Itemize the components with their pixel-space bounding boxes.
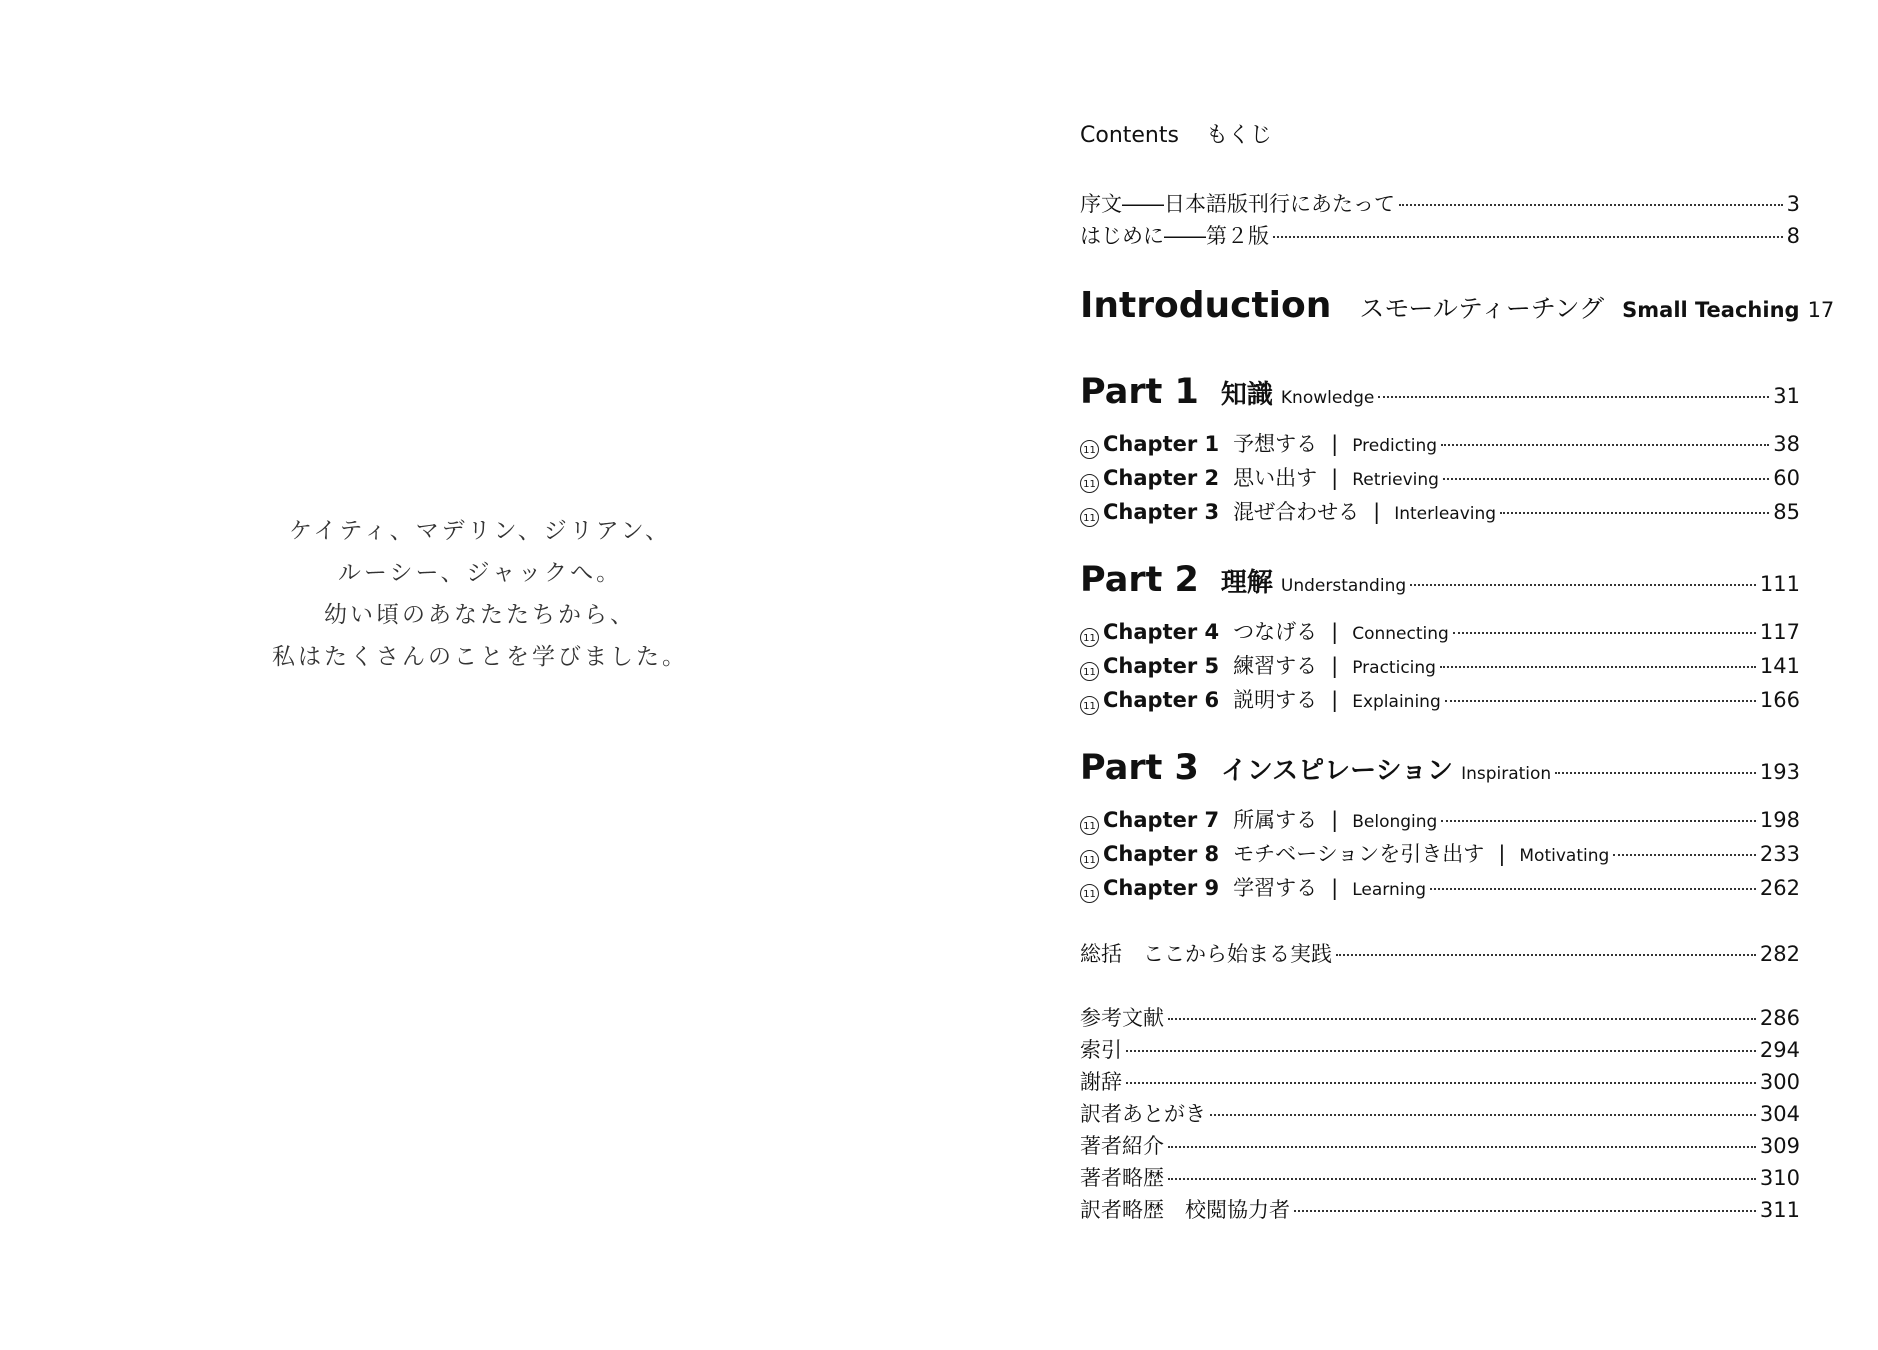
part-number: Part 1 bbox=[1080, 372, 1199, 412]
chapter-separator: | bbox=[1373, 500, 1381, 524]
toc-page-number: 304 bbox=[1759, 1102, 1800, 1126]
toc-entry-label: 総括 ここから始まる実践 bbox=[1080, 942, 1332, 966]
chapter-title-en: Learning bbox=[1352, 880, 1427, 900]
chapter-number: Chapter 7 bbox=[1103, 808, 1220, 832]
dedication-line: 幼い頃のあなたたちから、 bbox=[324, 602, 636, 628]
circled-number-icon: 11 bbox=[1080, 508, 1099, 527]
toc-page-number: 117 bbox=[1759, 620, 1800, 644]
toc-entry-chapter-9[interactable] bbox=[1080, 872, 1800, 902]
toc-entry-index[interactable] bbox=[1080, 1034, 1800, 1064]
toc-entry-author-bio[interactable] bbox=[1080, 1162, 1800, 1192]
dedication-line: 私はたくさんのことを学びました。 bbox=[272, 644, 688, 670]
chapter-separator: | bbox=[1331, 620, 1339, 644]
toc-entry-part-3[interactable] bbox=[1080, 748, 1800, 788]
table-of-contents bbox=[1080, 0, 1835, 1350]
toc-page-number: 294 bbox=[1759, 1038, 1800, 1062]
toc-entry-chapter-5[interactable] bbox=[1080, 650, 1800, 680]
toc-entry-label: 著者略歴 bbox=[1080, 1166, 1164, 1190]
chapter-separator: | bbox=[1331, 466, 1339, 490]
part-title-jp: インスピレーション bbox=[1220, 756, 1454, 786]
part-title-en: Understanding bbox=[1280, 576, 1407, 596]
dot-leader bbox=[1410, 584, 1756, 586]
dedication-line: ルーシー、ジャックへ。 bbox=[337, 560, 623, 586]
dot-leader bbox=[1294, 1210, 1756, 1212]
chapter-title-en: Connecting bbox=[1352, 624, 1449, 644]
circled-number-icon: 11 bbox=[1080, 696, 1099, 715]
dot-leader bbox=[1443, 478, 1769, 480]
dot-leader bbox=[1126, 1050, 1756, 1052]
chapter-separator: | bbox=[1498, 842, 1506, 866]
chapter-title-jp: 練習する bbox=[1233, 654, 1318, 678]
chapter-title-en: Explaining bbox=[1352, 692, 1441, 712]
chapter-number: Chapter 6 bbox=[1103, 688, 1220, 712]
dot-leader bbox=[1336, 954, 1756, 956]
chapter-separator: | bbox=[1331, 876, 1339, 900]
toc-page-number: 141 bbox=[1759, 654, 1800, 678]
toc-page-number: 3 bbox=[1786, 192, 1800, 216]
dot-leader bbox=[1273, 236, 1783, 238]
dot-leader bbox=[1555, 772, 1756, 774]
chapter-number: Chapter 2 bbox=[1103, 466, 1220, 490]
circled-number-icon: 11 bbox=[1080, 628, 1099, 647]
chapter-title-en: Predicting bbox=[1352, 436, 1438, 456]
part-title-jp: 理解 bbox=[1220, 568, 1273, 598]
dot-leader bbox=[1210, 1114, 1756, 1116]
dot-leader bbox=[1613, 854, 1756, 856]
chapter-number: Chapter 8 bbox=[1103, 842, 1220, 866]
dot-leader bbox=[1168, 1178, 1756, 1180]
chapter-title-jp: 説明する bbox=[1233, 688, 1318, 712]
dot-leader bbox=[1399, 204, 1783, 206]
toc-entry-part-2[interactable] bbox=[1080, 560, 1800, 600]
toc-page-number: 300 bbox=[1759, 1070, 1800, 1094]
circled-number-icon: 11 bbox=[1080, 884, 1099, 903]
toc-entry-label: 著者紹介 bbox=[1080, 1134, 1164, 1158]
toc-page-number: 85 bbox=[1773, 500, 1800, 524]
introduction-subtitle: Small Teaching bbox=[1622, 298, 1800, 322]
dot-leader bbox=[1453, 632, 1756, 634]
toc-entry-part-1[interactable] bbox=[1080, 372, 1800, 412]
toc-entry-foreword[interactable] bbox=[1080, 220, 1800, 250]
dot-leader bbox=[1500, 512, 1769, 514]
chapter-number: Chapter 1 bbox=[1103, 432, 1220, 456]
chapter-title-jp: モチベーションを引き出す bbox=[1233, 842, 1485, 866]
circled-number-icon: 11 bbox=[1080, 662, 1099, 681]
toc-entry-chapter-3[interactable] bbox=[1080, 496, 1800, 526]
toc-page-number: 166 bbox=[1759, 688, 1800, 712]
toc-entry-chapter-6[interactable] bbox=[1080, 684, 1800, 714]
toc-page-number: 17 bbox=[1807, 298, 1835, 322]
toc-entry-chapter-4[interactable] bbox=[1080, 616, 1800, 646]
toc-entry-author-intro[interactable] bbox=[1080, 1130, 1800, 1160]
toc-entry-chapter-8[interactable] bbox=[1080, 838, 1800, 868]
circled-number-icon: 11 bbox=[1080, 474, 1099, 493]
dot-leader bbox=[1430, 888, 1756, 890]
part-title-en: Inspiration bbox=[1461, 764, 1552, 784]
toc-title-jp: もくじ bbox=[1205, 123, 1272, 148]
chapter-number: Chapter 4 bbox=[1103, 620, 1220, 644]
toc-entry-label: 訳者あとがき bbox=[1080, 1102, 1206, 1126]
chapter-title-jp: 予想する bbox=[1233, 432, 1318, 456]
toc-page-number: 38 bbox=[1773, 432, 1800, 456]
toc-page-number: 282 bbox=[1759, 942, 1800, 966]
toc-page-number: 286 bbox=[1759, 1006, 1800, 1030]
introduction-jp: スモールティーチング bbox=[1359, 294, 1605, 323]
dot-leader bbox=[1126, 1082, 1756, 1084]
circled-number-icon: 11 bbox=[1080, 440, 1099, 459]
toc-page-number: 311 bbox=[1759, 1198, 1800, 1222]
introduction-title: Introduction bbox=[1080, 285, 1332, 326]
toc-page-number: 262 bbox=[1759, 876, 1800, 900]
dot-leader bbox=[1441, 820, 1756, 822]
toc-entry-introduction[interactable] bbox=[1080, 285, 1835, 326]
toc-page-number: 233 bbox=[1759, 842, 1800, 866]
dot-leader bbox=[1445, 700, 1756, 702]
toc-entry-label: はじめに――第２版 bbox=[1080, 224, 1269, 248]
chapter-title-en: Retrieving bbox=[1352, 470, 1439, 490]
toc-title bbox=[1080, 118, 1272, 149]
toc-page-number: 31 bbox=[1773, 384, 1800, 408]
dedication-line: ケイティ、マデリン、ジリアン、 bbox=[289, 518, 671, 544]
circled-number-icon: 11 bbox=[1080, 816, 1099, 835]
chapter-title-en: Practicing bbox=[1352, 658, 1436, 678]
toc-entry-label: 索引 bbox=[1080, 1038, 1122, 1062]
dot-leader bbox=[1378, 396, 1769, 398]
chapter-title-en: Belonging bbox=[1352, 812, 1438, 832]
chapter-separator: | bbox=[1331, 688, 1339, 712]
chapter-title-en: Motivating bbox=[1519, 846, 1610, 866]
toc-entry-chapter-1[interactable] bbox=[1080, 428, 1800, 458]
toc-entry-acknowledgements[interactable] bbox=[1080, 1066, 1800, 1096]
toc-entry-label: 序文――日本語版刊行にあたって bbox=[1080, 192, 1395, 216]
dot-leader bbox=[1440, 666, 1756, 668]
chapter-separator: | bbox=[1331, 654, 1339, 678]
part-number: Part 3 bbox=[1080, 748, 1199, 788]
chapter-number: Chapter 9 bbox=[1103, 876, 1220, 900]
toc-entry-conclusion[interactable] bbox=[1080, 938, 1800, 968]
circled-number-icon: 11 bbox=[1080, 850, 1099, 869]
dot-leader bbox=[1168, 1018, 1756, 1020]
chapter-title-jp: つなげる bbox=[1233, 620, 1318, 644]
toc-entry-label: 謝辞 bbox=[1080, 1070, 1122, 1094]
toc-entry-translator-afterword[interactable] bbox=[1080, 1098, 1800, 1128]
chapter-separator: | bbox=[1331, 432, 1339, 456]
toc-entry-chapter-7[interactable] bbox=[1080, 804, 1800, 834]
part-title-jp: 知識 bbox=[1220, 380, 1273, 410]
chapter-number: Chapter 3 bbox=[1103, 500, 1220, 524]
toc-page-number: 198 bbox=[1759, 808, 1800, 832]
toc-title-en: Contents bbox=[1080, 123, 1179, 148]
dedication bbox=[250, 510, 710, 678]
toc-entry-preface[interactable] bbox=[1080, 188, 1800, 218]
toc-entry-label: 参考文献 bbox=[1080, 1006, 1164, 1030]
toc-page-number: 193 bbox=[1759, 760, 1800, 784]
chapter-title-jp: 思い出す bbox=[1233, 466, 1318, 490]
chapter-title-jp: 所属する bbox=[1233, 808, 1318, 832]
dot-leader bbox=[1441, 444, 1769, 446]
chapter-number: Chapter 5 bbox=[1103, 654, 1220, 678]
toc-entry-translator-bio[interactable] bbox=[1080, 1194, 1800, 1224]
chapter-title-jp: 混ぜ合わせる bbox=[1233, 500, 1360, 524]
toc-entry-label: 訳者略歴 校閲協力者 bbox=[1080, 1198, 1290, 1222]
toc-page-number: 8 bbox=[1786, 224, 1800, 248]
toc-entry-references[interactable] bbox=[1080, 1002, 1800, 1032]
chapter-title-en: Interleaving bbox=[1394, 504, 1497, 524]
part-title-en: Knowledge bbox=[1280, 388, 1375, 408]
chapter-title-jp: 学習する bbox=[1233, 876, 1318, 900]
toc-page-number: 310 bbox=[1759, 1166, 1800, 1190]
part-number: Part 2 bbox=[1080, 560, 1199, 600]
toc-page-number: 60 bbox=[1773, 466, 1800, 490]
toc-entry-chapter-2[interactable] bbox=[1080, 462, 1800, 492]
chapter-separator: | bbox=[1331, 808, 1339, 832]
toc-page-number: 309 bbox=[1759, 1134, 1800, 1158]
toc-page-number: 111 bbox=[1759, 572, 1800, 596]
dot-leader bbox=[1168, 1146, 1756, 1148]
